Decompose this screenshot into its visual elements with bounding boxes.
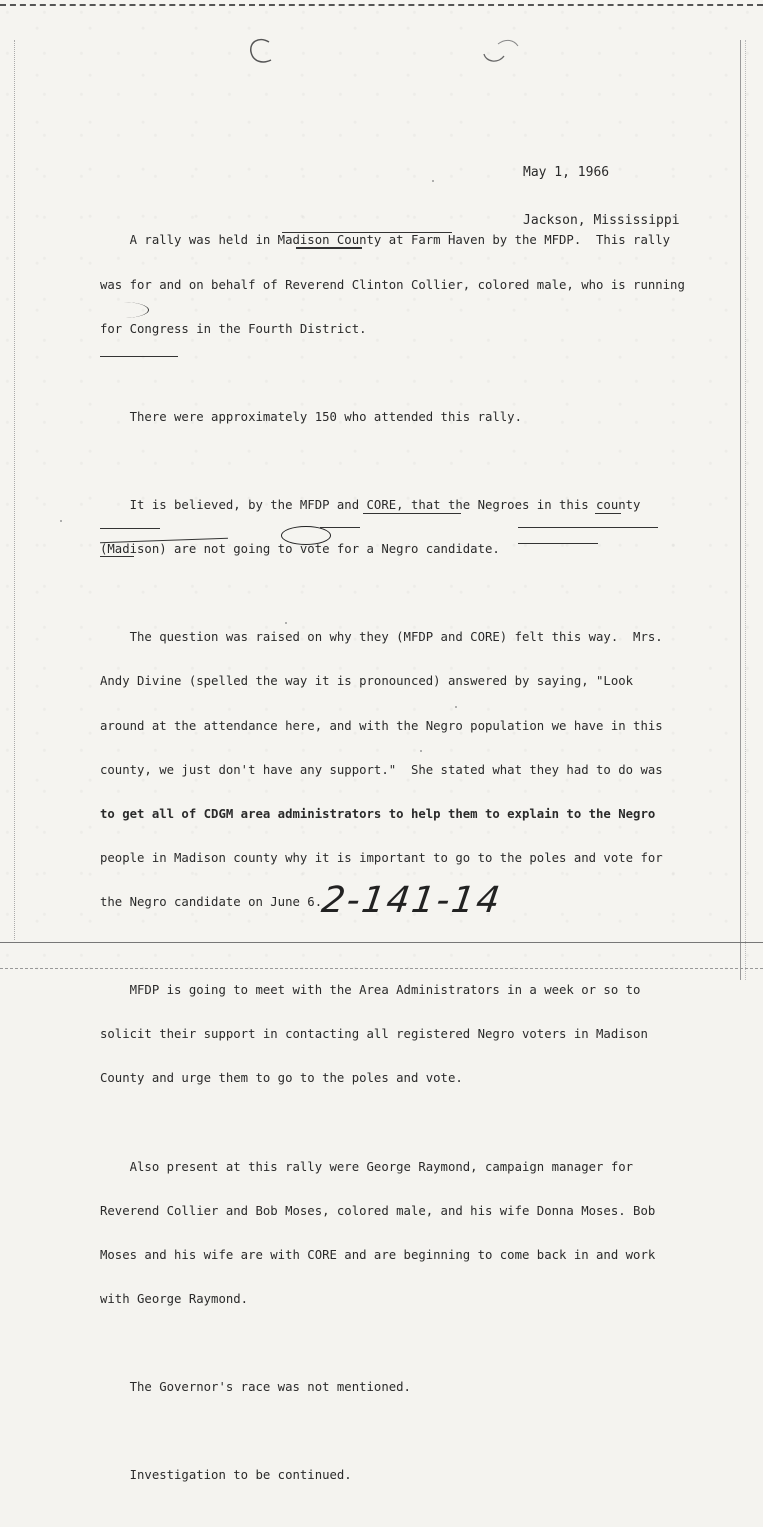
underline-fourth-district [296, 247, 362, 249]
paragraph-2 [100, 380, 660, 454]
text-line: around at the attendance here, and with the Negro population we have in this [100, 718, 663, 733]
text-line-bold: to get all of CDGM area administrators to help them to explain to the Negro [100, 806, 656, 821]
date-text: May 1, 1966 [523, 165, 610, 180]
punch-hole-mark-left [245, 36, 275, 68]
text-line: was for and on behalf of Reverend Clinton Collier, colored male, who is running [100, 277, 685, 292]
speck [432, 180, 434, 182]
text-line: for Congress in the Fourth District. [100, 321, 367, 336]
bottom-border-dashed [0, 968, 763, 969]
underline-donna-moses [518, 527, 658, 528]
text-line: Moses and his wife are with CORE and are beginning to come back in and work [100, 1247, 656, 1262]
left-margin-mark [14, 40, 15, 940]
circled-core [281, 526, 331, 545]
text-line: County and urge them to go to the poles and vote. [100, 1071, 463, 1086]
speck [60, 520, 62, 522]
right-edge-line [740, 40, 746, 980]
bracket-madison [98, 302, 149, 318]
top-border [0, 4, 763, 6]
speck [285, 622, 287, 624]
text-line: There were approximately 150 who attended this rally. [100, 409, 522, 424]
bottom-border [0, 942, 763, 943]
text-line: MFDP is going to meet with the Area Administrators in a week or so to [100, 983, 641, 998]
text-line: Also present at this rally were George Raymond, campaign manager for [100, 1159, 634, 1174]
underline-with [100, 556, 134, 557]
underline-campaign-manager [595, 513, 621, 514]
text-line: solicit their support in contacting all registered Negro voters in Madison [100, 1027, 648, 1042]
speck [455, 706, 457, 708]
text-line: (Madison) are not going to vote for a Negro candidate. [100, 542, 500, 557]
text-line: people in Madison county why it is important to go to the poles and vote for [100, 850, 663, 865]
underline-andy-divine [100, 356, 178, 357]
paragraph-6 [100, 1130, 660, 1336]
text-line: Andy Divine (spelled the way it is pronounced) answered by saying, "Look [100, 674, 634, 689]
paragraph-8 [100, 1439, 660, 1513]
underline-bob-moses [320, 527, 360, 528]
text-line: A rally was held in Madison County at Farm Haven by the MFDP. This rally [100, 233, 671, 248]
place-text: Jackson, Mississippi [523, 213, 680, 228]
memo-body [100, 204, 685, 1527]
text-line: Investigation to be continued. [100, 1468, 352, 1483]
underline-george-raymond [363, 513, 461, 514]
speck [420, 750, 422, 752]
handwritten-file-number: 2-141-14 [319, 880, 505, 921]
punch-hole-mark-right [478, 36, 520, 68]
text-line: with George Raymond. [100, 1291, 249, 1306]
paragraph-1 [100, 204, 685, 366]
underline-clinton-collier [282, 232, 452, 233]
text-line: The Governor's race was not mentioned. [100, 1380, 411, 1395]
text-line: It is believed, by the MFDP and CORE, that the Negroes in this county [100, 498, 641, 513]
text-line: Reverend Collier and Bob Moses, colored male, and his wife Donna Moses. Bob [100, 1203, 656, 1218]
paragraph-5 [100, 954, 660, 1116]
paragraph-7 [100, 1351, 660, 1425]
text-line: the Negro candidate on June 6. [100, 895, 323, 909]
underline-back-in [518, 543, 598, 544]
underline-reverend [100, 528, 160, 529]
text-line: The question was raised on why they (MFDP and CORE) felt this way. Mrs. [100, 630, 663, 645]
text-line: county, we just don't have any support." She stated what they had to do was [100, 762, 663, 777]
